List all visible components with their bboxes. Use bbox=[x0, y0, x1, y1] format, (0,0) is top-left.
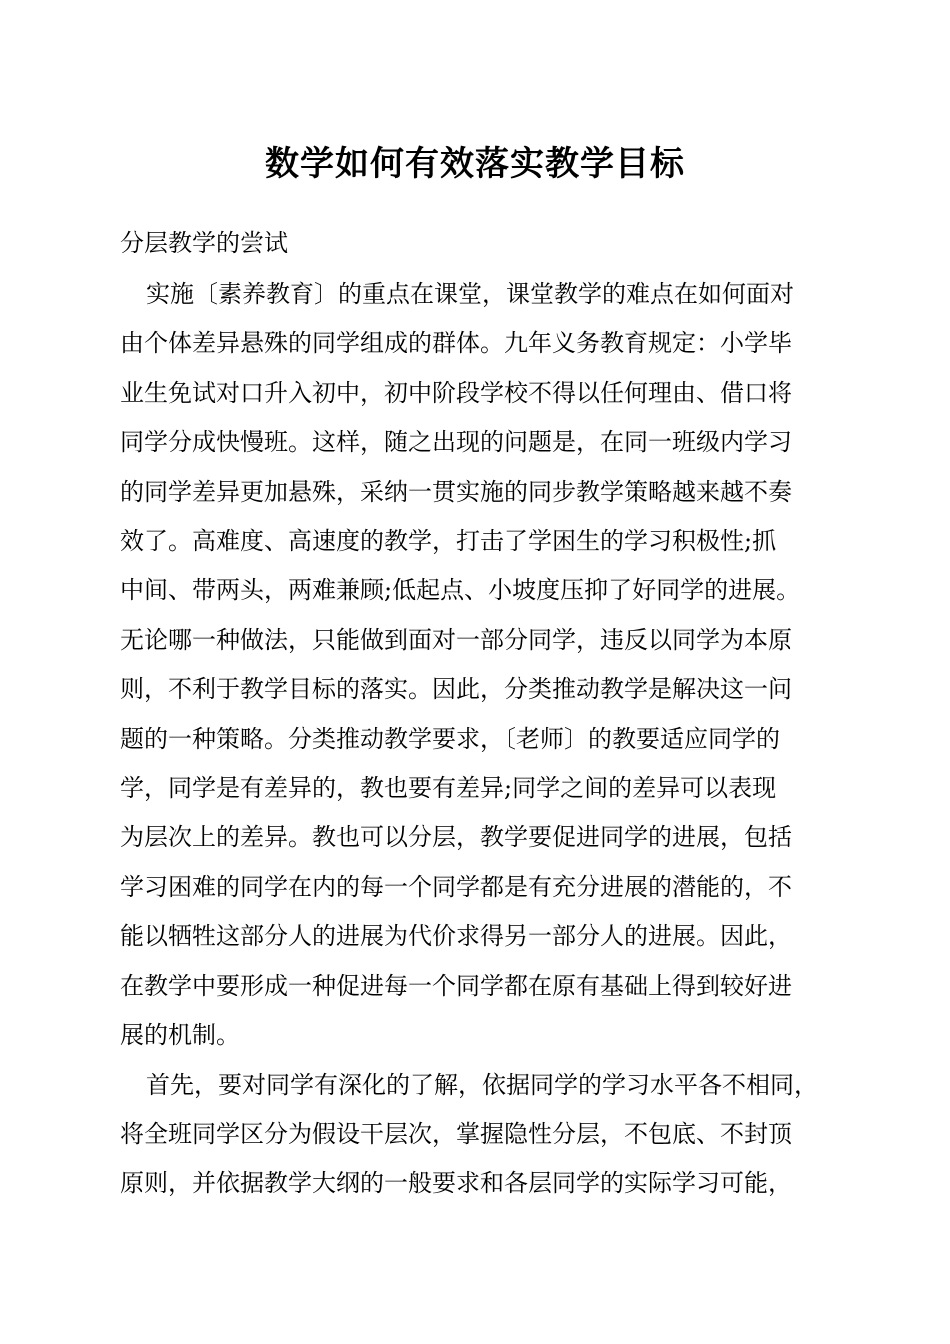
text-line: 展的机制。 bbox=[120, 1021, 240, 1050]
text-line: 题的一种策略。分类推动教学要求，〔老师〕的教要适应同学的 bbox=[120, 724, 780, 753]
text-line: 则，不利于教学目标的落实。因此，分类推动教学是解决这一问 bbox=[120, 675, 792, 704]
text-line: 同学分成快慢班。这样，随之出现的问题是，在同一班级内学习 bbox=[120, 428, 792, 457]
text-line: 学习困难的同学在内的每一个同学都是有充分进展的潜能的，不 bbox=[120, 872, 792, 901]
text-line: 无论哪一种做法，只能做到面对一部分同学，违反以同学为本原 bbox=[120, 625, 792, 654]
section-subtitle: 分层教学的尝试 bbox=[120, 229, 288, 257]
text-line: 能以牺牲这部分人的进展为代价求得另一部分人的进展。因此， bbox=[120, 922, 792, 951]
paragraph-1 bbox=[120, 270, 860, 1061]
paragraph-2 bbox=[120, 1061, 860, 1209]
text-line: 效了。高难度、高速度的教学，打击了学困生的学习积极性;抓 bbox=[120, 527, 777, 556]
text-line: 学，同学是有差异的，教也要有差异;同学之间的差异可以表现 bbox=[120, 774, 777, 803]
text-line: 的同学差异更加悬殊，采纳一贯实施的同步教学策略越来越不奏 bbox=[120, 477, 792, 506]
text-line: 中间、带两头，两难兼顾;低起点、小坡度压抑了好同学的进展。 bbox=[120, 576, 801, 605]
text-line: 由个体差异悬殊的同学组成的群体。九年义务教育规定：小学毕 bbox=[120, 329, 792, 358]
text-line: 原则，并依据教学大纲的一般要求和各层同学的实际学习可能， bbox=[120, 1169, 792, 1198]
document-title: 数学如何有效落实教学目标 bbox=[265, 144, 685, 184]
text-line: 将全班同学区分为假设干层次，掌握隐性分层，不包底、不封顶 bbox=[120, 1119, 792, 1148]
text-line: 业生免试对口升入初中，初中阶段学校不得以任何理由、借口将 bbox=[120, 378, 792, 407]
text-line: 为层次上的差异。教也可以分层，教学要促进同学的进展，包括 bbox=[120, 823, 792, 852]
text-line: 实施〔素养教育〕的重点在课堂，课堂教学的难点在如何面对 bbox=[146, 280, 794, 308]
text-line: 首先，要对同学有深化的了解，依据同学的学习水平各不相同， bbox=[146, 1070, 818, 1099]
text-line: 在教学中要形成一种促进每一个同学都在原有基础上得到较好进 bbox=[120, 971, 792, 1000]
document-body bbox=[120, 270, 860, 1209]
